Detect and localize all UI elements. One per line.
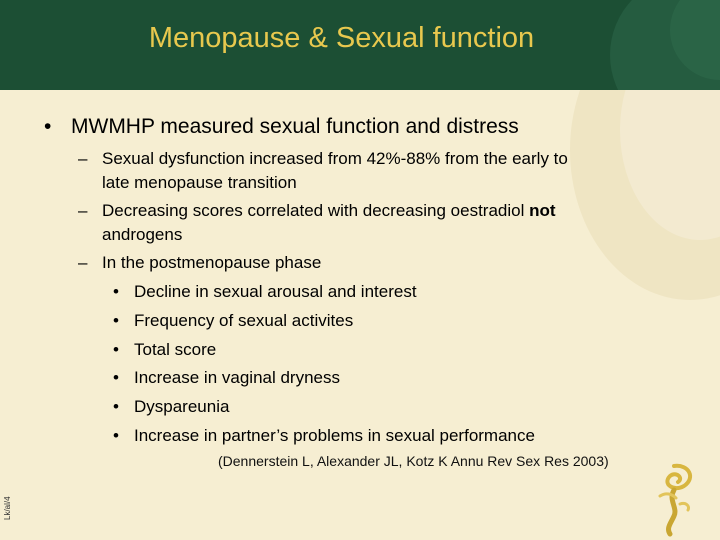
- subpoint-1-line2: late menopause transition: [102, 173, 297, 192]
- subpoint-2-line2: androgens: [102, 225, 183, 244]
- subpoint-3-line1: In the postmenopause phase: [102, 253, 322, 272]
- bullet-marker: •: [113, 340, 119, 359]
- main-bullet-text: MWMHP measured sexual function and distress: [71, 115, 519, 138]
- page-title: Menopause & Sexual function: [148, 22, 535, 54]
- swirl-logo-icon: [644, 456, 704, 538]
- bullet-marker: •: [113, 282, 119, 301]
- list-item-text: Increase in vaginal dryness: [134, 368, 341, 387]
- dash-marker: –: [78, 253, 88, 272]
- list-item-text: Decline in sexual arousal and interest: [134, 282, 417, 301]
- subpoint-2-text: Decreasing scores correlated with decreasing oestradiol: [102, 201, 530, 220]
- bullet-marker: •: [113, 397, 119, 416]
- main-bullet: [44, 115, 519, 139]
- emphasis-not: not: [529, 201, 556, 220]
- bullet-marker: •: [113, 311, 119, 330]
- subpoint-1-line1: Sexual dysfunction increased from 42%-88% from the early to: [102, 149, 568, 168]
- side-label: Lk/al/4: [3, 496, 12, 520]
- bullet-marker: •: [113, 426, 119, 445]
- dash-marker: –: [78, 149, 88, 168]
- list-item-text: Total score: [134, 340, 217, 359]
- list-item-text: Dyspareunia: [134, 397, 230, 416]
- list-item-text: Frequency of sexual activites: [134, 311, 354, 330]
- bullet-marker: •: [44, 115, 52, 138]
- citation: (Dennerstein L, Alexander JL, Kotz K Annu Rev Sex Res 2003): [218, 453, 609, 469]
- list-item-text: Increase in partner’s problems in sexual performance: [134, 426, 535, 445]
- bullet-marker: •: [113, 368, 119, 387]
- dash-marker: –: [78, 201, 88, 220]
- subpoint-2-line1: [102, 198, 556, 224]
